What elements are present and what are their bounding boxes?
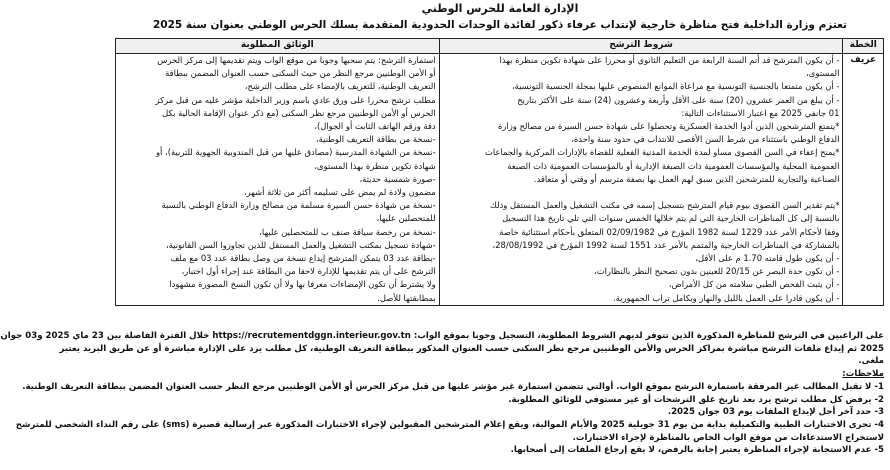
condition-line: المستوى، <box>806 68 840 79</box>
document-line: -نسخة من رخصة سياقة صنف ب للمتحصلين عليها، <box>259 226 436 237</box>
footer-line: 2- يرفض كل مطلب ترشح يرد بعد تاريخ غلق الترشحات أو غير مستوفي للوثائق المطلوبة. <box>508 394 884 405</box>
condition-line: - أن يكون طول قامته 1.70 م على الأقل، <box>695 253 840 264</box>
rank-cell: عريف <box>843 54 884 306</box>
document-line: للمتحصلين عليها، <box>376 213 436 224</box>
table-row <box>116 54 884 306</box>
header-conditions: شروط الترشح <box>439 39 843 54</box>
condition-line: وفقا لأحكام الأمر عدد 1229 لسنة 1982 المؤرخ في 02/09/1982 المتعلق بأحكام استثنائية خاصة <box>499 226 840 237</box>
footer-line: 2025 ثم إيداع ملفات الترشح مباشرة بمراكز الحرس والأمن الوطنيين مرجع نظر السكنى حسب العنوان المذكور ببطاقة التعريف الوطنية، كل مطلب يرد على الإدارة مباشرة أو عن طريق البريد يعتبر <box>59 343 884 354</box>
condition-line: - أن يكون متمتعا بالجنسية التونسية مع مراعاة الموانع المنصوص عليها بمجلة الجنسية التونسية، <box>511 81 840 92</box>
document-line: -صورة شمسية حديثة، <box>359 173 436 184</box>
page-subtitle: تعتزم وزارة الداخلية فتح مناظرة خارجية لإنتداب عرفاء ذكور لفائدة الوحدات الحدودية المتقدمة بسلك الحرس الوطني بعنوان سنة 2025 <box>152 19 847 31</box>
condition-line: العمومية المحلية والمؤسسات العمومية ذات الصبغة الإدارية أو بالمؤسسات العمومية ذات الصبغة <box>507 160 840 171</box>
condition-line <box>443 186 840 199</box>
condition-line: - أن تكون حدة البصر عن 20/15 للعينين بدون تصحيح النظر بالنظارات، <box>594 266 840 277</box>
condition-line: *يمنح إعفاء في السن القصوى مساو لمدة الخدمة المدنية الفعلية للقضاة بالإدارات المركزية والجماعات <box>485 147 840 158</box>
conditions-list <box>443 54 840 305</box>
document-line: الحرس أو الأمن الوطنيين مرجع نظر السكنى (مع ذكر عنوان الإقامة الحالية بكل <box>162 107 436 118</box>
documents-list <box>119 54 436 305</box>
condition-line: *يتمتع المترشحون الذين أدوا الخدمة العسكرية وتحصلوا على شهادة حسن السيرة من مصالح وزارة <box>498 121 840 132</box>
footer-line: لاستخراج الاستدعاءات من موقع الواب الخاص بالمناظرة لإجراء الاختبارات. <box>572 432 884 443</box>
footer-notes <box>0 330 884 457</box>
document-line: -نسخة من الشهادة المدرسية (مصادق عليها من قبل المندوبية الجهوية للتربية)، أو <box>155 147 436 158</box>
condition-line: بالنسبة إلى كل المناظرات الخارجية التي لم يتم خلالها الخمس سنوات التي تلي تاريخ هذا التسجيل <box>502 213 840 224</box>
document-line: دقة ورقم الهاتف الثابت أو الجوال)، <box>314 121 436 132</box>
document-line: ولا يشترط أن تكون الإمضاءات معرفا بها ولا أن تكون النسخ المصورة مشهودا <box>169 279 436 290</box>
condition-line: - أن يثبت الفحص الطبي سلامته من كل الأمراض، <box>668 279 840 290</box>
document-line: شهادة تكوين منظرة بهذا المستوى، <box>314 160 436 171</box>
document-line: -نسخة من شهادة حسن السيرة مسلمة من مصالح وزارة الدفاع الوطني بالنسبة <box>161 200 436 211</box>
condition-line: بالمشاركة في المناظرات الخارجية والمتمم بالأمر عدد 1551 لسنة 1992 المؤرخ في 28/08/1992، <box>492 239 840 250</box>
footer-line: 1- لا تقبل المطالب غير المرفقة باستمارة الترشح بموقع الواب. أوالتي تتضمن استمارة غير مؤشر عليها من قبل مركز الحرس أو الأمن الوطنيين مرجع النظر حسب العنوان المضمن ببطاقة التعريف الوطنية. <box>22 381 884 392</box>
header-documents: الوثائق المطلوبة <box>116 39 440 54</box>
footer-line: 3- حدد آخر أجل لإيداع الملفات يوم 03 جوان 2025. <box>667 407 884 418</box>
document-line: بمطابقتها للأصل. <box>377 292 436 303</box>
condition-line: الصناعية والتجارية للمترشحين الذين سبق لهم العمل بها بصفة مترسم أو وقتي أو متعاقد. <box>533 173 840 184</box>
condition-line: الدفاع الوطني باستثناء من شرط السن الأقصى للانتداب في حدود سنة واحدة، <box>571 134 840 145</box>
page-title: الإدارة العامة للحرس الوطني <box>421 2 579 15</box>
document-line: -بطاقة عدد 03 يتمكن المترشح إيداع نسخة من وصل بطاقة عدد 03 مع ملف <box>170 253 436 264</box>
document-line: -شهادة تسجيل بمكتب التشغيل والعمل المستقل للذين تجاوزوا السن القانونية، <box>165 239 436 250</box>
document-line: أو الأمن الوطنيين مرجع النظر من حيث السكنى حسب العنوان المضمن ببطاقة <box>165 68 436 79</box>
condition-line: - أن يكون قادرا على العمل بالليل والنهار وبكامل تراب الجمهورية. <box>612 292 840 303</box>
footer-line: ملاحظات: <box>842 369 884 380</box>
conditions-cell <box>439 54 843 306</box>
footer-line: 4- تجرى الاختبارات الطبية والتكميلية بداية من يوم 31 جويلية 2025 والأيام الموالية، ويقع إعلام المترشحين المقبولين لإجراء الاختبارات المذكورة عبر إرسالية قصيرة (sms) على رقم النداء الشخصي للمترشح <box>15 419 884 430</box>
document-line: مضمون ولادة لم يمض على تسليمه أكثر من ثلاثة أشهر، <box>243 187 436 198</box>
footer-line: 5- عدم الاستجابة لإجراء المناظرة يعتبر إجابة بالرفض، لا يقع إرجاع الملفات إلى أصحابها. <box>510 445 884 456</box>
document-line: مطلب ترشح محررا على ورق عادي باسم وزير الداخلية مؤشر عليه من قبل مركز <box>155 94 436 105</box>
header-rank: الخطة <box>843 39 884 54</box>
document-line: الترشح على أن يتم تقديمها للإدارة لاحقا من البطاقة عند إجراء أول اختبار، <box>181 266 436 277</box>
footer-line: على الراغبين في الترشح للمناظرة المذكورة الذين تتوفر لديهم الشروط المطلوبة، التسجيل وجوبا بموقع الواب: https://recrutementdggn.interieur.gov.tn خلال الفترة الفاصلة بين 23 ماي 2025 و03 جوان <box>0 331 884 341</box>
footer-line: ملغى. <box>858 356 884 367</box>
condition-line: 01 جانفي 2025 مع اعتبار الاستثناءات التالية: <box>681 107 840 118</box>
condition-line: - أن يكون المترشح قد أتم السنة الرابعة من التعليم الثانوي أو محرزا على شهادة تكوين منظرة بهذا <box>499 55 840 65</box>
condition-line: *يتم تقدير السن القصوى بيوم قيام المترشح بتسجيل إسمه في مكتب التشغيل والعمل المستقل وذلك <box>489 200 840 211</box>
condition-line: - أن يبلغ من العمر عشرون (20) سنة على الأقل وأربعة وعشرون (24) سنة على الأكثر بتاريخ <box>517 94 840 105</box>
recruitment-table <box>115 38 884 306</box>
documents-cell <box>116 54 440 306</box>
document-line: التعريف الوطنية، للتعريف بالإمضاء على مطلب الترشح، <box>244 81 436 92</box>
document-line: استمارة الترشح: يتم سحبها وجوبا من موقع الواب ويتم تقديمها إلى مركز الحرس <box>157 55 436 65</box>
table-header-row <box>116 39 884 54</box>
document-line: -نسخة من بطاقة التعريف الوطنية، <box>315 134 436 145</box>
